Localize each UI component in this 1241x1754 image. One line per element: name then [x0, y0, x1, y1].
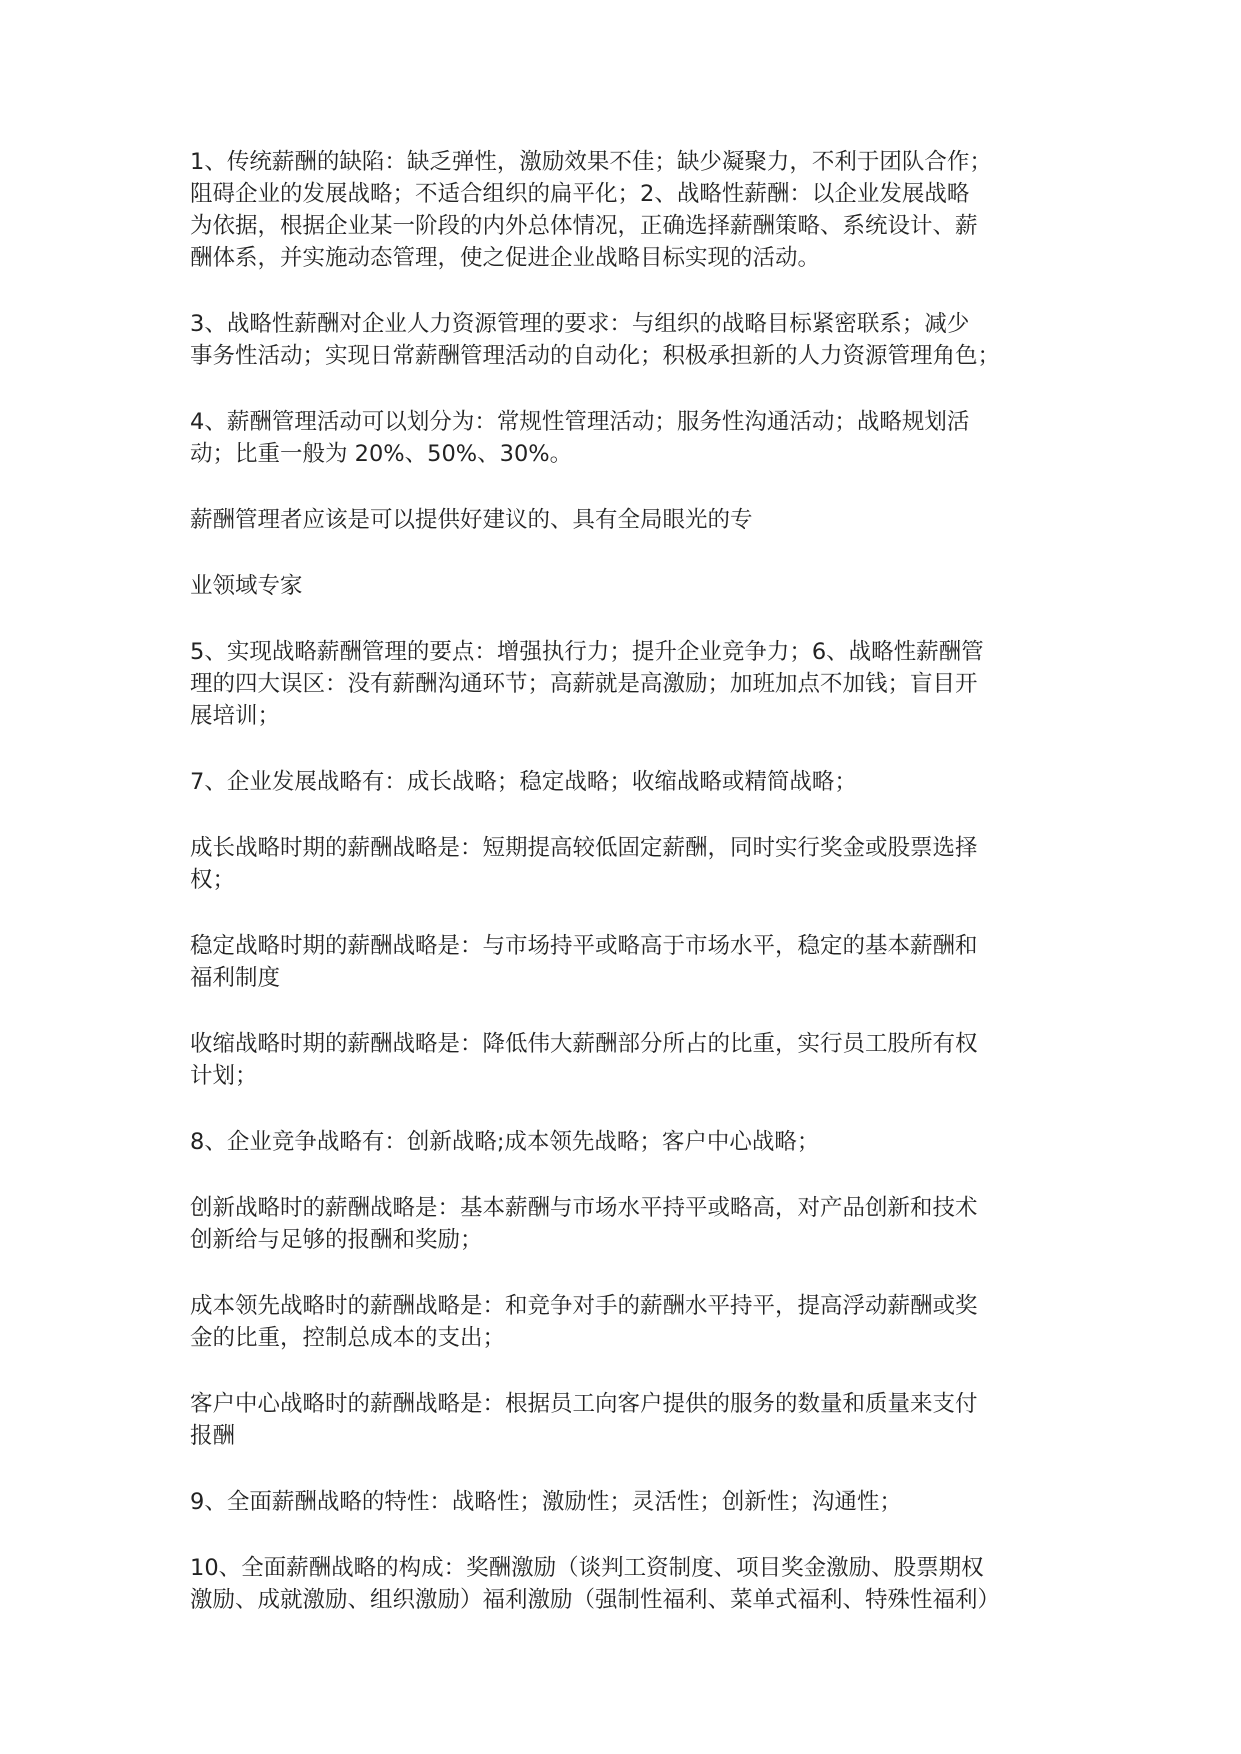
paragraph-13: 成本领先战略时的薪酬战略是：和竞争对手的薪酬水平持平，提高浮动薪酬或奖 金的比重，控制总成本的支出； — [190, 1293, 978, 1351]
paragraph-15: 9、全面薪酬战略的特性：战略性；激励性；灵活性；创新性；沟通性； — [190, 1489, 902, 1515]
paragraph-6: 5、实现战略薪酬管理的要点：增强执行力；提升企业竞争力；6、战略性薪酬管 理的四大误区：没有薪酬沟通环节；高薪就是高激励；加班加点不加钱；盲目开 展培训； — [190, 639, 984, 729]
paragraph-8: 成长战略时期的薪酬战略是：短期提高较低固定薪酬，同时实行奖金或股票选择 权； — [190, 835, 978, 893]
paragraph-16: 10、全面薪酬战略的构成：奖酬激励（谈判工资制度、项目奖金激励、股票期权 激励、成就激励、组织激励）福利激励（强制性福利、菜单式福利、特殊性福利） — [190, 1555, 1001, 1613]
paragraph-3: 4、薪酬管理活动可以划分为：常规性管理活动；服务性沟通活动；战略规划活 动；比重一般为 20%、50%、30%。 — [190, 409, 970, 467]
paragraph-2: 3、战略性薪酬对企业人力资源管理的要求：与组织的战略目标紧密联系；减少 事务性活动；实现日常薪酬管理活动的自动化；积极承担新的人力资源管理角色； — [190, 311, 1001, 369]
paragraph-14: 客户中心战略时的薪酬战略是：根据员工向客户提供的服务的数量和质量来支付 报酬 — [190, 1391, 978, 1449]
paragraph-5: 业领域专家 — [190, 573, 303, 599]
paragraph-12: 创新战略时的薪酬战略是：基本薪酬与市场水平持平或略高，对产品创新和技术 创新给与足够的报酬和奖励； — [190, 1195, 978, 1253]
document-body — [190, 146, 1070, 1616]
paragraph-4: 薪酬管理者应该是可以提供好建议的、具有全局眼光的专 — [190, 507, 753, 533]
paragraph-1: 1、传统薪酬的缺陷：缺乏弹性，激励效果不佳；缺少凝聚力，不利于团队合作； 阻碍企业的发展战略；不适合组织的扁平化；2、战略性薪酬：以企业发展战略 为依据，根据企业某一阶段的内外总体情况，正确选择薪酬策略、系统设计、薪 酬体系，并实施动态管理，使之促进企业战略目标实现的活动。 — [190, 149, 992, 271]
paragraph-7: 7、企业发展战略有：成长战略；稳定战略；收缩战略或精简战略； — [190, 769, 857, 795]
paragraph-11: 8、企业竞争战略有：创新战略;成本领先战略；客户中心战略； — [190, 1129, 820, 1155]
paragraph-10: 收缩战略时期的薪酬战略是：降低伟大薪酬部分所占的比重，实行员工股所有权 计划； — [190, 1031, 978, 1089]
paragraph-9: 稳定战略时期的薪酬战略是：与市场持平或略高于市场水平，稳定的基本薪酬和 福利制度 — [190, 933, 978, 991]
